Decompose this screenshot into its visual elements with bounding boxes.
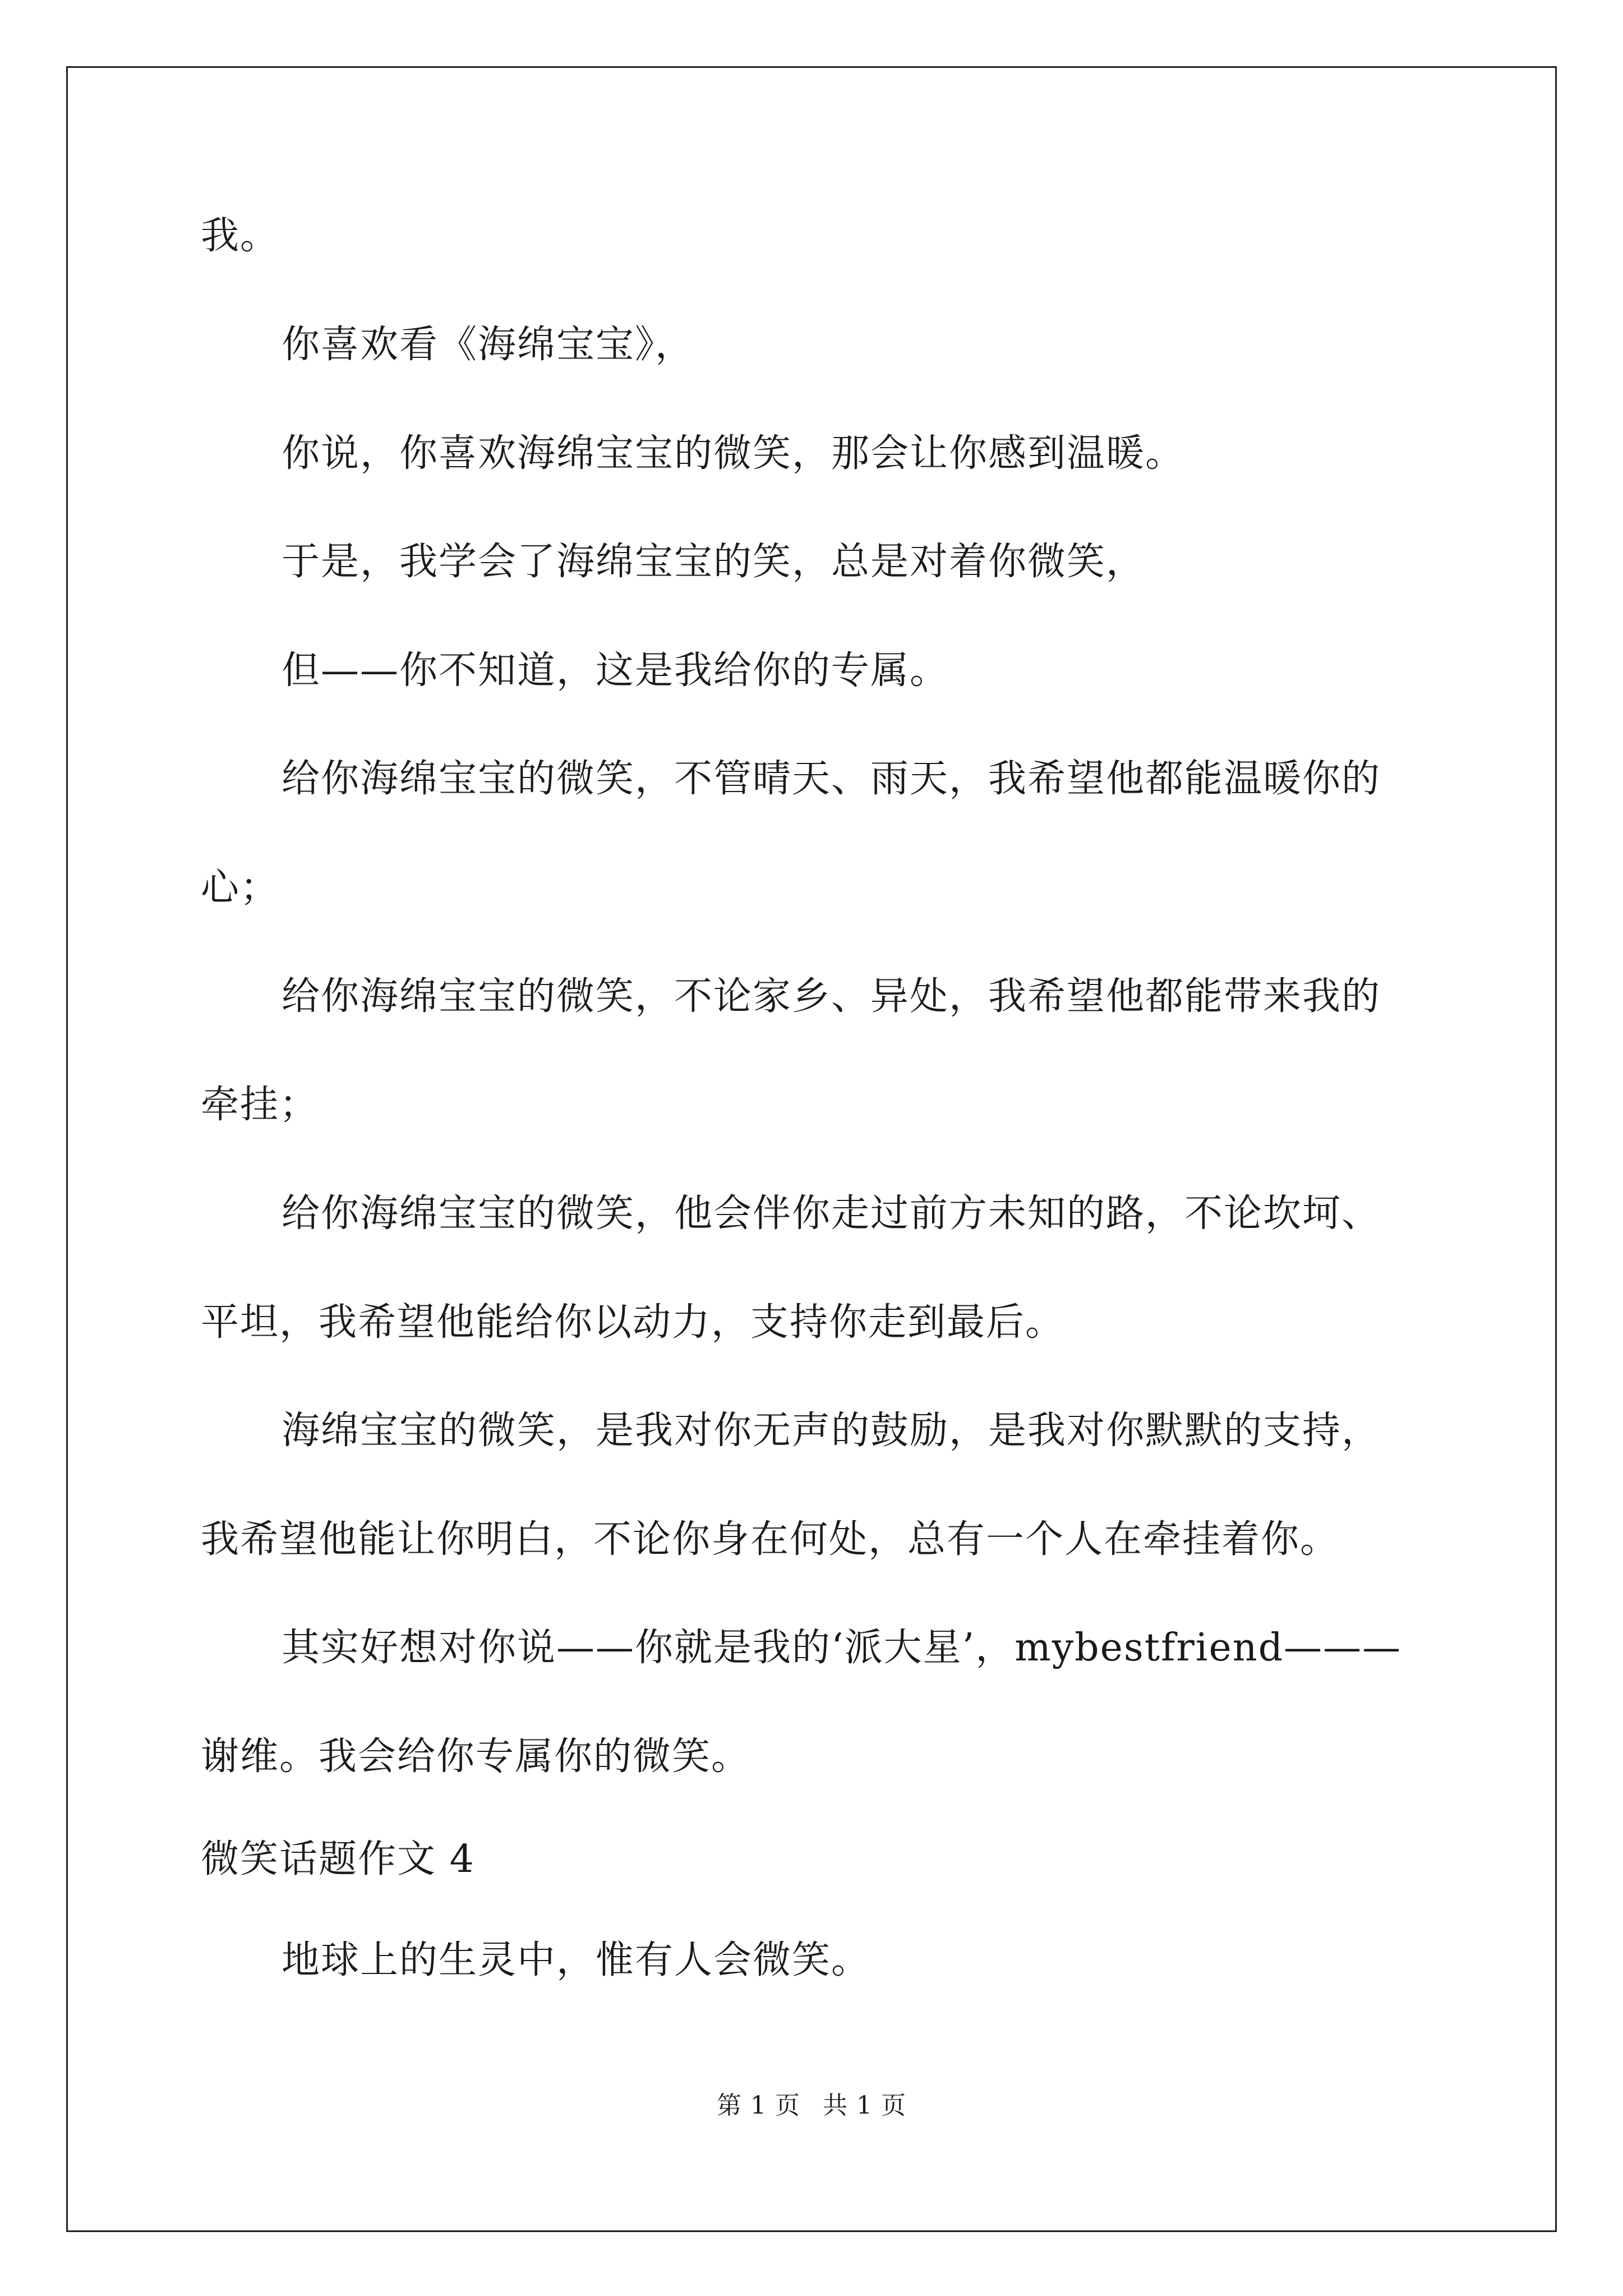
text-line: 给你海绵宝宝的微笑，他会伴你走过前方未知的路，不论坎坷、 — [282, 1191, 1381, 1236]
text-line: 地球上的生灵中，惟有人会微笑。 — [282, 1938, 871, 1982]
text-line: 心； — [201, 866, 280, 910]
page-footer — [0, 2089, 1623, 2123]
text-line: 但——你不知道，这是我给你的专属。 — [282, 648, 949, 693]
page-number-current: 第 1 页 — [717, 2091, 800, 2120]
text-line: 我希望他能让你明白，不论你身在何处，总有一个人在牵挂着你。 — [201, 1517, 1340, 1562]
text-line: 其实好想对你说——你就是我的‘派大星’，mybestfriend——— — [282, 1626, 1402, 1670]
page-border — [66, 66, 1557, 2232]
text-line: 给你海绵宝宝的微笑，不论家乡、异处，我希望他都能带来我的 — [282, 974, 1381, 1019]
text-line: 于是，我学会了海绵宝宝的笑，总是对着你微笑， — [282, 540, 1146, 584]
text-line: 海绵宝宝的微笑，是我对你无声的鼓励，是我对你默默的支持， — [282, 1409, 1381, 1453]
text-line: 谢维。我会给你专属你的微笑。 — [201, 1734, 751, 1779]
page-number-total: 共 1 页 — [823, 2091, 906, 2120]
text-line: 你说，你喜欢海绵宝宝的微笑，那会让你感到温暖。 — [282, 431, 1185, 476]
text-line: 我。 — [201, 214, 280, 258]
text-line: 给你海绵宝宝的微笑，不管晴天、雨天，我希望他都能温暖你的 — [282, 757, 1381, 801]
text-line: 你喜欢看《海绵宝宝》， — [282, 323, 695, 367]
section-heading: 微笑话题作文 4 — [201, 1837, 475, 1881]
text-line: 平坦，我希望他能给你以动力，支持你走到最后。 — [201, 1300, 1065, 1345]
text-line: 牵挂； — [201, 1083, 319, 1127]
